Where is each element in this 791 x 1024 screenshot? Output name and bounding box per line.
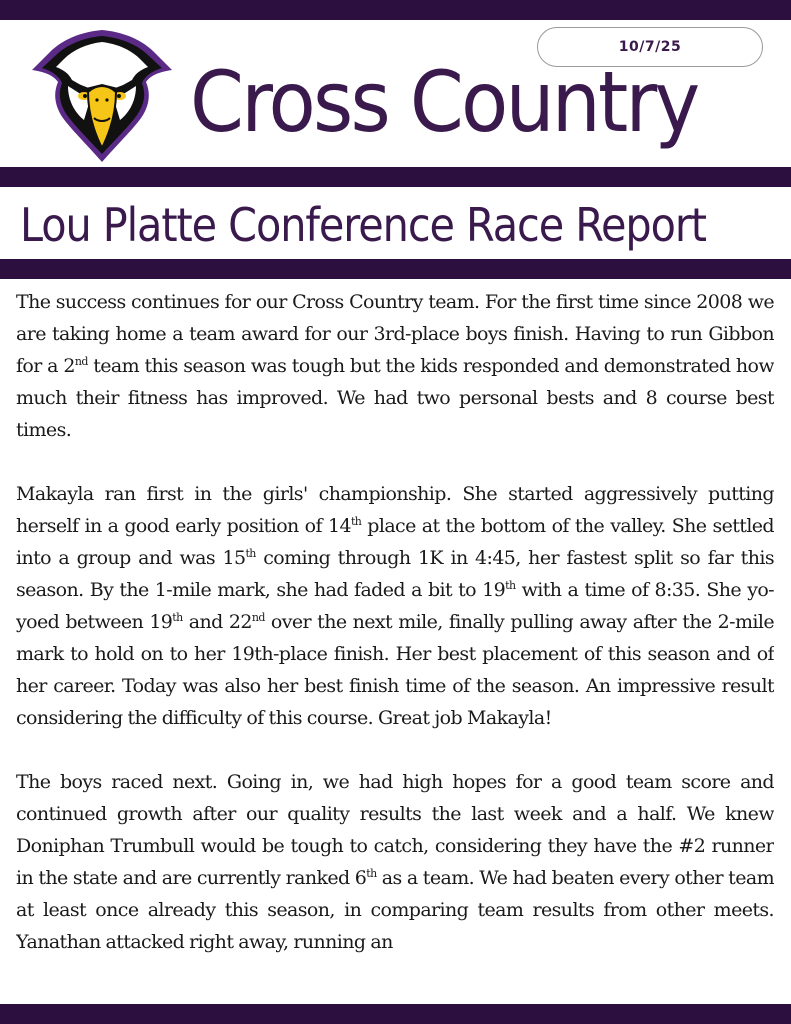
title-divider-bar — [0, 167, 791, 187]
top-bar — [0, 0, 791, 20]
date-badge: 10/7/25 — [537, 27, 763, 67]
eagle-logo — [28, 26, 176, 166]
page-title: Cross Country — [190, 53, 698, 151]
report-subtitle: Lou Platte Conference Race Report — [20, 198, 706, 252]
article-body — [16, 286, 774, 998]
paragraph-makayla: Makayla ran first in the girls' championship. She started aggressively putting herself in a good early position of 14th place at the bottom of the valley. She settled into a group and was 15th coming through 1K in 4:45, her fastest split so far this season. By the 1-mile mark, she had faded a bit to 19th with a time of 8:35. She yo-yoed between 19th and 22nd over the next mile, finally pulling away after the 2-mile mark to hold on to her 19th-place finish. Her best placement of this season and of her career. Today was also her best finish time of the season. An impressive result considering the difficulty of this course. Great job Makayla! — [16, 483, 774, 729]
paragraph-team-summary: The success continues for our Cross Country team. For the first time since 2008 we are taking home a team award for our 3rd-place boys finish. Having to run Gibbon for a 2nd team this season was tough but the kids responded and demonstrated how much their fitness has improved. We had two personal bests and 8 course best times. — [16, 291, 774, 441]
paragraph-boys-race: The boys raced next. Going in, we had high hopes for a good team score and continued growth after our quality results the last week and a half. We knew Doniphan Trumbull would be tough to catch, considering they have the #2 runner in the state and are currently ranked 6th as a team. We had beaten every other team at least once already this season, in comparing team results from other meets. Yanathan attacked right away, running an — [16, 771, 774, 953]
subtitle-divider-bar — [0, 259, 791, 279]
bottom-bar — [0, 1004, 791, 1024]
eagle-head-icon — [28, 26, 176, 166]
